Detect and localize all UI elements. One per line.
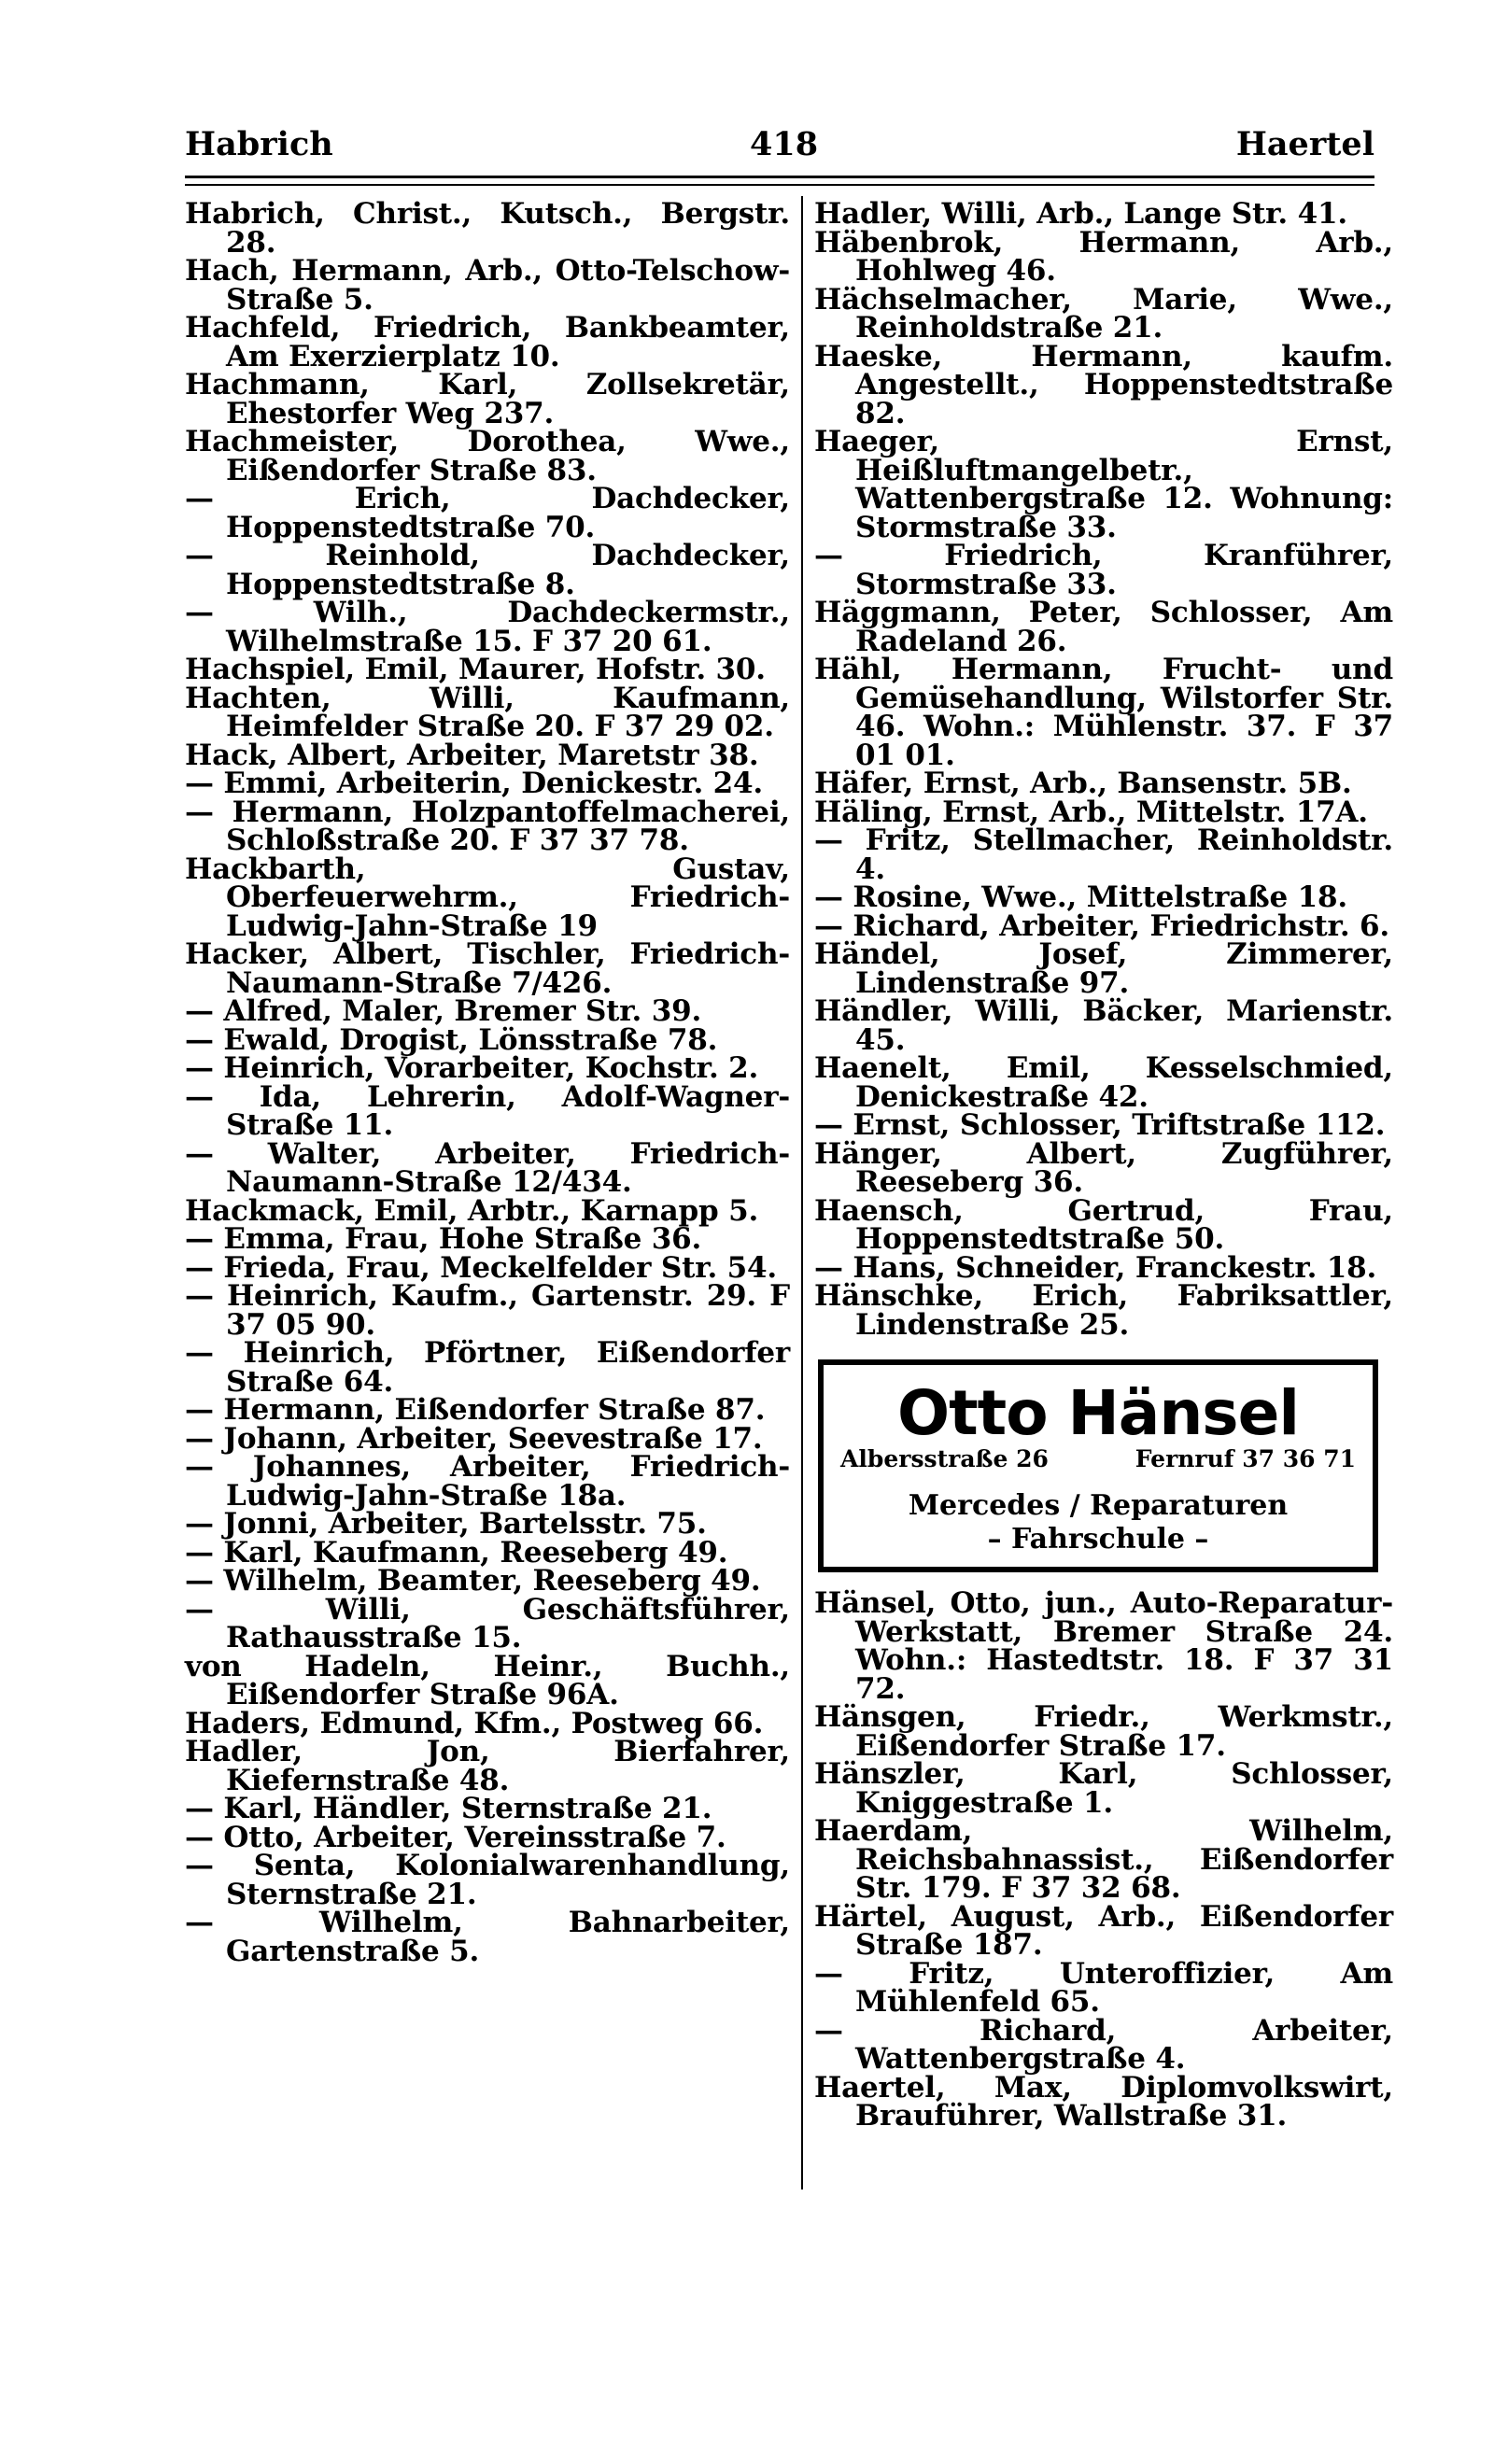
directory-entry: Haensch, Gertrud, Frau, Hoppenstedtstraße 50.	[814, 1193, 1393, 1256]
right-column-top-entries	[814, 197, 1393, 1342]
directory-entry: — Wilhelm, Bahnarbeiter, Gartenstraße 5.	[185, 1906, 790, 1968]
directory-entry: — Heinrich, Vorarbeiter, Kochstr. 2.	[185, 1051, 759, 1085]
directory-entry: — Ernst, Schlosser, Triftstraße 112.	[814, 1108, 1386, 1142]
directory-entry: Hadler, Willi, Arb., Lange Str. 41.	[814, 197, 1347, 231]
directory-entry: — Ewald, Drogist, Lönsstraße 78.	[185, 1022, 718, 1057]
directory-entry: Hack, Albert, Arbeiter, Maretstr 38.	[185, 738, 759, 772]
directory-entry: Hänger, Albert, Zugführer, Reeseberg 36.	[814, 1136, 1393, 1199]
directory-entry: Händler, Willi, Bäcker, Marienstr. 45.	[814, 994, 1393, 1057]
directory-entry: — Wilhelm, Beamter, Reeseberg 49.	[185, 1564, 761, 1598]
directory-entry: — Karl, Kaufmann, Reeseberg 49.	[185, 1535, 728, 1570]
directory-entry: Häbenbrok, Hermann, Arb., Hohlweg 46.	[814, 225, 1393, 288]
directory-entry: — Walter, Arbeiter, Friedrich-Naumann-Straße 12/434.	[185, 1136, 790, 1199]
directory-entry: — Hermann, Eißendorfer Straße 87.	[185, 1393, 766, 1427]
directory-entry: — Johann, Arbeiter, Seevestraße 17.	[185, 1421, 763, 1456]
directory-entry: Habrich, Christ., Kutsch., Bergstr. 28.	[185, 197, 790, 260]
directory-entry: Hachten, Willi, Kaufmann, Heimfelder Straße 20. F 37 29 02.	[185, 681, 790, 743]
ad-phone: Fernruf 37 36 71	[1135, 1445, 1356, 1472]
ad-services-line-1: Mercedes / Reparaturen	[908, 1489, 1289, 1522]
header-rule-bottom	[185, 184, 1374, 186]
directory-entry: Haenelt, Emil, Kesselschmied, Denickestraße 42.	[814, 1051, 1393, 1114]
right-column	[814, 197, 1393, 2133]
header-last-entry: Haertel	[1235, 125, 1374, 163]
directory-entry: — Erich, Dachdecker, Hoppenstedtstraße 70.	[185, 482, 790, 544]
directory-entry: Häggmann, Peter, Schlosser, Am Radeland 26.	[814, 596, 1393, 658]
directory-entry: Händel, Josef, Zimmerer, Lindenstraße 97.	[814, 937, 1393, 1000]
directory-entry: — Richard, Arbeiter, Friedrichstr. 6.	[814, 908, 1389, 943]
ad-services	[824, 1489, 1373, 1556]
directory-entry: — Heinrich, Pförtner, Eißendorfer Straße 64.	[185, 1336, 790, 1399]
directory-entry: — Richard, Arbeiter, Wattenbergstraße 4.	[814, 2013, 1393, 2076]
directory-entry: Hänsgen, Friedr., Werkmstr., Eißendorfer Straße 17.	[814, 1700, 1393, 1763]
header-first-entry: Habrich	[185, 125, 333, 163]
advertisement-box	[818, 1359, 1378, 1572]
directory-entry: Hähl, Hermann, Frucht- und Gemüsehandlung, Wilstorfer Str. 46. Wohn.: Mühlenstr. 37. F 37 01 01.	[814, 653, 1393, 772]
directory-entry: Hachmeister, Dorothea, Wwe., Eißendorfer Straße 83.	[185, 425, 790, 487]
directory-entry: Hachmann, Karl, Zollsekretär, Ehestorfer Weg 237.	[185, 368, 790, 430]
directory-entry: — Frieda, Frau, Meckelfelder Str. 54.	[185, 1250, 778, 1285]
directory-entry: Hach, Hermann, Arb., Otto-Telschow-Straße 5.	[185, 254, 790, 317]
ad-address: Albersstraße 26	[840, 1445, 1049, 1472]
directory-entry: Hacker, Albert, Tischler, Friedrich-Naumann-Straße 7/426.	[185, 937, 790, 1000]
directory-entry: — Willi, Geschäftsführer, Rathausstraße 15.	[185, 1592, 790, 1654]
directory-entry: — Hans, Schneider, Franckestr. 18.	[814, 1250, 1377, 1285]
directory-entry: Härtel, August, Arb., Eißendorfer Straße 187.	[814, 1899, 1393, 1962]
directory-entry: — Hermann, Holzpantoffelmacherei, Schloßstraße 20. F 37 37 78.	[185, 795, 790, 857]
directory-entry: — Emmi, Arbeiterin, Denickestr. 24.	[185, 767, 763, 800]
directory-entry: Hächselmacher, Marie, Wwe., Reinholdstraße 21.	[814, 282, 1393, 345]
directory-entry: Hachspiel, Emil, Maurer, Hofstr. 30.	[185, 653, 766, 686]
directory-entry: Häfer, Ernst, Arb., Bansenstr. 5B.	[814, 767, 1352, 800]
directory-entry: — Heinrich, Kaufm., Gartenstr. 29. F 37 05 90.	[185, 1279, 790, 1342]
directory-entry: Hackmack, Emil, Arbtr., Karnapp 5.	[185, 1193, 759, 1228]
directory-entry: Haerdam, Wilhelm, Reichsbahnassist., Eißendorfer Str. 179. F 37 32 68.	[814, 1814, 1393, 1905]
directory-entry: — Reinhold, Dachdecker, Hoppenstedtstraße 8.	[185, 539, 790, 601]
directory-entry: — Fritz, Unteroffizier, Am Mühlenfeld 65.	[814, 1956, 1393, 2019]
ad-services-line-2: – Fahrschule –	[987, 1523, 1209, 1556]
column-divider	[801, 196, 803, 2189]
directory-entry: Hackbarth, Gustav, Oberfeuerwehrm., Friedrich-Ludwig-Jahn-Straße 19	[185, 852, 790, 943]
right-column-bottom-entries	[814, 1586, 1393, 2133]
directory-entry: — Friedrich, Kranführer, Stormstraße 33.	[814, 539, 1393, 601]
directory-entry: — Emma, Frau, Hohe Straße 36.	[185, 1222, 702, 1256]
directory-entry: — Wilh., Dachdeckermstr., Wilhelmstraße 15. F 37 20 61.	[185, 596, 790, 658]
page-number: 418	[750, 125, 819, 163]
left-column	[185, 197, 790, 1968]
directory-entry: Hadler, Jon, Bierfahrer, Kiefernstraße 48.	[185, 1735, 790, 1797]
directory-entry: Haertel, Max, Diplomvolkswirt, Brauführer, Wallstraße 31.	[814, 2070, 1393, 2133]
directory-entry: — Alfred, Maler, Bremer Str. 39.	[185, 994, 702, 1028]
directory-entry: Hänszler, Karl, Schlosser, Kniggestraße 1.	[814, 1757, 1393, 1820]
directory-entry: — Jonni, Arbeiter, Bartelsstr. 75.	[185, 1507, 707, 1541]
directory-entry: Hachfeld, Friedrich, Bankbeamter, Am Exerzierplatz 10.	[185, 311, 790, 373]
directory-entry: — Fritz, Stellmacher, Reinholdstr. 4.	[814, 824, 1393, 886]
ad-contact-line	[824, 1445, 1373, 1472]
directory-entry: von Hadeln, Heinr., Buchh., Eißendorfer Straße 96A.	[185, 1649, 790, 1711]
directory-entry: Haders, Edmund, Kfm., Postweg 66.	[185, 1706, 764, 1740]
directory-entry: Haeske, Hermann, kaufm. Angestellt., Hoppenstedtstraße 82.	[814, 339, 1393, 430]
directory-entry: Hänsel, Otto, jun., Auto-Reparatur-Werkstatt, Bremer Straße 24. Wohn.: Hastedtstr. 18. F 37 31 72.	[814, 1586, 1393, 1706]
directory-entry: — Karl, Händler, Sternstraße 21.	[185, 1792, 712, 1825]
directory-entry: — Johannes, Arbeiter, Friedrich-Ludwig-Jahn-Straße 18a.	[185, 1450, 790, 1513]
directory-entry: — Ida, Lehrerin, Adolf-Wagner-Straße 11.	[185, 1079, 790, 1142]
directory-entry: Häling, Ernst, Arb., Mittelstr. 17A.	[814, 795, 1368, 829]
ad-company-name: Otto Hänsel	[897, 1377, 1299, 1449]
header-rule-top	[185, 176, 1374, 178]
page-header	[185, 116, 1374, 172]
directory-entry: — Senta, Kolonialwarenhandlung, Sternstraße 21.	[185, 1849, 790, 1911]
directory-entry: — Otto, Arbeiter, Vereinsstraße 7.	[185, 1820, 726, 1854]
directory-entry: Haeger, Ernst, Heißluftmangelbetr., Wattenbergstraße 12. Wohnung: Stormstraße 33.	[814, 425, 1393, 544]
directory-entry: — Rosine, Wwe., Mittelstraße 18.	[814, 880, 1347, 914]
directory-entry: Hänschke, Erich, Fabriksattler, Lindenstraße 25.	[814, 1279, 1393, 1342]
